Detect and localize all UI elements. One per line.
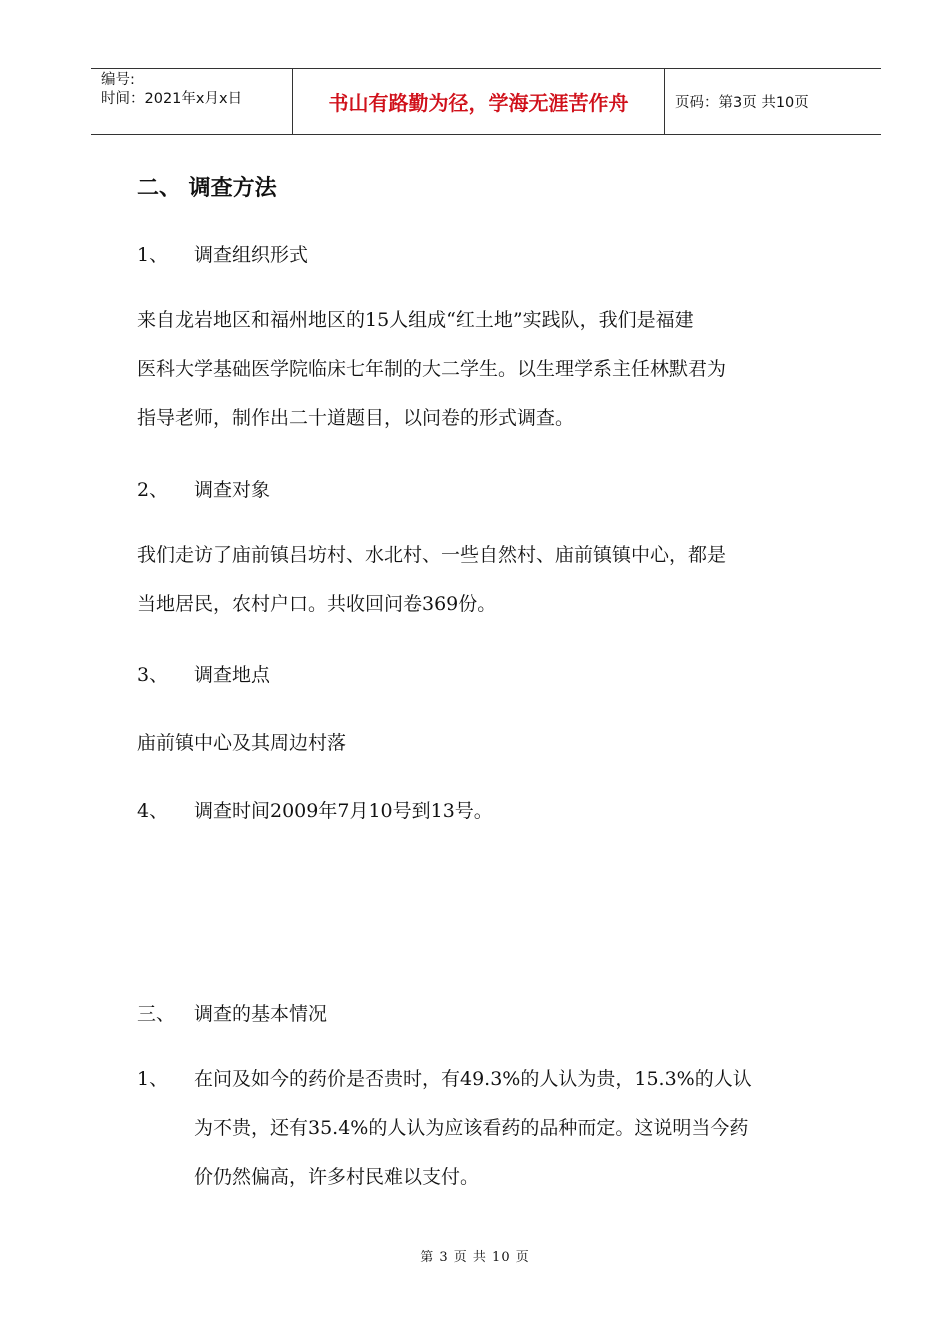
subsection-number: 4、: [137, 800, 169, 822]
subsection-title: 调查地点: [194, 664, 271, 686]
list-item-3-1: [137, 1055, 837, 1202]
list-number: 1、: [137, 1068, 169, 1090]
paragraph-line: 医科大学基础医学院临床七年制的大二学生。以生理学系主任林默君为: [137, 358, 727, 380]
section-2-title: 二、 调查方法: [137, 176, 277, 201]
section-3-title: [137, 999, 327, 1026]
paragraph-line: 在问及如今的药价是否贵时，有49.3%的人认为贵，15.3%的人认: [194, 1068, 752, 1090]
subsection-title: 调查组织形式: [194, 244, 309, 266]
header-motto: 书山有路勤为径，学海无涯苦作舟: [293, 69, 665, 134]
code-label: 编号:: [101, 72, 135, 88]
paragraph-line: 当地居民，农村户口。共收回问卷369份。: [137, 593, 497, 615]
page-footer: 第 3 页 共 10 页: [420, 1250, 530, 1265]
time-label: 时间：2021年x月x日: [101, 91, 243, 107]
page-header: [91, 68, 881, 135]
subsection-title: 调查对象: [194, 479, 271, 501]
paragraph-subjects: [137, 531, 837, 629]
subsection-number: 1、: [137, 244, 169, 266]
subsection-2-3: [137, 660, 270, 687]
list-body: [194, 1055, 837, 1202]
paragraph-line: 价仍然偏高，许多村民难以支付。: [194, 1166, 480, 1188]
subsection-text: 调查时间2009年7月10号到13号。: [194, 800, 493, 822]
subsection-2-4: [137, 796, 493, 823]
paragraph-line: 为不贵，还有35.4%的人认为应该看药的品种而定。这说明当今药: [194, 1117, 749, 1139]
paragraph-location: 庙前镇中心及其周边村落: [137, 732, 347, 754]
subsection-2-1: [137, 240, 308, 267]
subsection-number: 2、: [137, 479, 169, 501]
section-number: 三、: [137, 1003, 176, 1025]
paragraph-line: 来自龙岩地区和福州地区的15人组成“红土地”实践队，我们是福建: [137, 309, 694, 331]
paragraph-organization: [137, 296, 837, 443]
section-title-text: 调查的基本情况: [194, 1003, 328, 1025]
subsection-2-2: [137, 475, 270, 502]
paragraph-line: 指导老师，制作出二十道题目，以问卷的形式调查。: [137, 407, 575, 429]
header-meta: [91, 69, 293, 134]
header-page-label: 页码：第3页 共10页: [675, 95, 809, 111]
subsection-number: 3、: [137, 664, 169, 686]
paragraph-line: 我们走访了庙前镇吕坊村、水北村、一些自然村、庙前镇镇中心，都是: [137, 544, 727, 566]
